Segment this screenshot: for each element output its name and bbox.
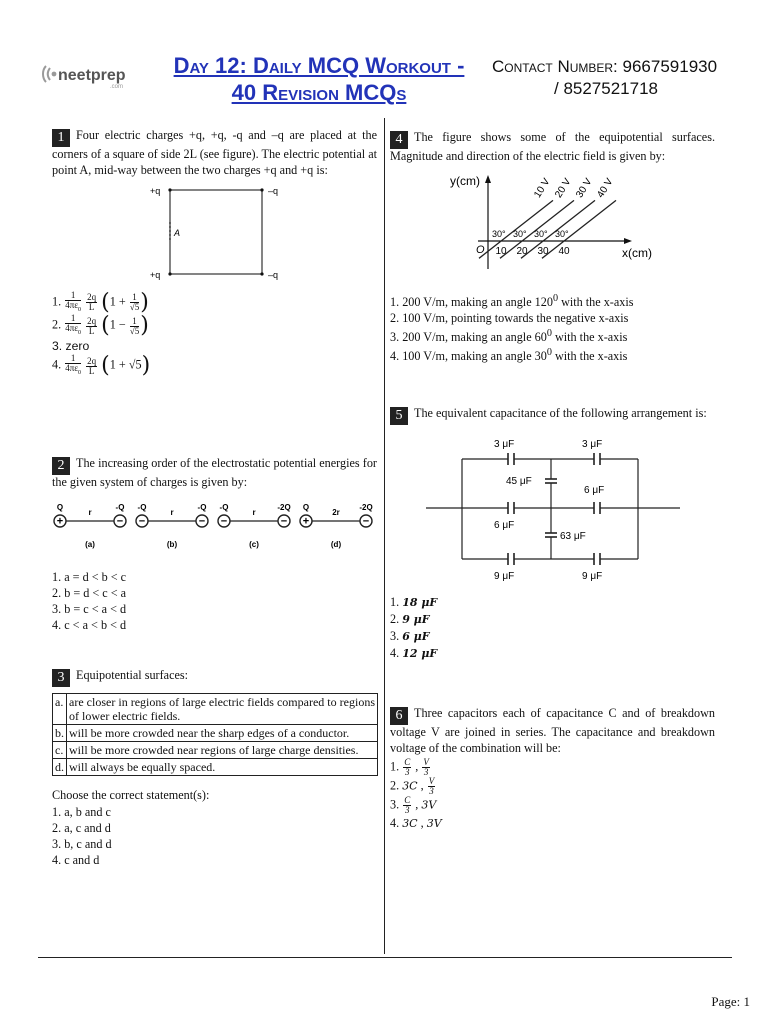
question-2-text: The increasing order of the electrostatic potential energies for the given system of charges is given by:	[52, 456, 377, 489]
q2-separation-label: r	[88, 507, 92, 517]
page-title	[150, 52, 488, 106]
q2-charge-sign: +	[56, 515, 64, 527]
q2-option-4[interactable]: 4. c < a < b < d	[52, 618, 127, 632]
question-2	[52, 456, 377, 633]
q4-tick-label: 30	[537, 245, 549, 257]
question-number-6: 6	[390, 707, 408, 725]
q2-charge-label: Q	[56, 502, 64, 512]
q4-angle-label: 30°	[555, 228, 569, 239]
question-number-4: 4	[390, 131, 408, 149]
q5-cap-63: 63 μF	[560, 531, 586, 542]
q5-cap-top-left: 3 μF	[494, 439, 515, 450]
question-4-options	[390, 291, 715, 364]
page-title-line2: 40 Revision MCQs	[231, 80, 407, 105]
q2-system-3	[218, 503, 291, 549]
q4-voltage-label: 40 V	[595, 176, 616, 200]
q3-option-3[interactable]: 3. b, c and d	[52, 836, 112, 851]
q6-option-2[interactable]: 2. 3C , $\frac{V}{3}$	[390, 776, 435, 796]
question-3-text: Equipotential surfaces:	[76, 668, 189, 682]
q2-system-tag: (a)	[85, 539, 95, 549]
q2-charge-sign: −	[362, 515, 370, 527]
question-4-figure	[390, 171, 715, 286]
q2-charge-sign: −	[138, 515, 146, 527]
question-1-options	[52, 291, 377, 378]
q4-tick-label: 10	[495, 245, 507, 257]
q2-charge-label: Q	[302, 502, 310, 512]
question-number-1: 1	[52, 129, 70, 147]
q5-option-4[interactable]: 4. 12 μF	[390, 645, 438, 660]
question-5-text: The equivalent capacitance of the following arrangement is:	[414, 406, 707, 420]
question-4	[390, 130, 715, 364]
q2-charge-label: -Q	[115, 502, 125, 512]
question-5-options	[390, 594, 715, 662]
question-1-figure	[52, 182, 377, 285]
question-1	[52, 128, 377, 378]
q2-charge-label: -2Q	[277, 502, 291, 512]
question-3-prompt: Choose the correct statement(s):	[52, 788, 210, 802]
q1-charge-tl: +q	[150, 186, 161, 196]
q5-cap-top-right: 3 μF	[582, 439, 603, 450]
q5-cap-45: 45 μF	[506, 476, 532, 487]
q1-point-a: A	[174, 228, 181, 238]
q4-angle-label: 30°	[492, 228, 506, 239]
q5-cap-bottom-right: 9 μF	[582, 571, 603, 582]
q5-option-1[interactable]: 1. 18 μF	[390, 594, 438, 609]
q2-system-2	[136, 503, 208, 549]
q1-option-3[interactable]: 3. zero	[52, 339, 90, 354]
q4-angle-label: 30°	[513, 228, 527, 239]
q2-charge-sign: −	[280, 515, 288, 527]
q2-separation-label: 2r	[332, 507, 340, 517]
logo-text: neetprep	[58, 67, 126, 84]
q5-cap-6-right: 6 μF	[584, 485, 605, 496]
neetprep-logo	[40, 62, 140, 90]
q4-option-4[interactable]: 4. 100 V/m, making an angle $30^0$ with the x-axis	[390, 347, 628, 364]
page-title-line1: Day 12: Daily MCQ Workout -	[173, 53, 465, 78]
question-3-options	[52, 804, 382, 868]
q1-charge-tr: –q	[268, 186, 279, 196]
q2-system-tag: (c)	[249, 539, 259, 549]
q3-option-4[interactable]: 4. c and d	[52, 852, 100, 867]
q5-option-3[interactable]: 3. 6 μF	[390, 628, 430, 643]
q2-separation-label: r	[170, 507, 174, 517]
q4-equipotential-line	[542, 200, 616, 258]
q2-system-4	[300, 503, 373, 549]
q6-option-1[interactable]: 1. $\frac{C}{3}$ , $\frac{V}{3}$	[390, 757, 429, 777]
contact-number-2: / 8527521718	[554, 79, 658, 98]
question-5	[390, 406, 715, 662]
question-6-text: Three capacitors each of capacitance C and of breakdown voltage V are joined in series. The capacitance and breakdown voltage of the combination will be:	[390, 706, 715, 755]
q1-option-2[interactable]: 2. $\frac{1}{4\pi\varepsilon_0}$ $\frac{2q}{L}$ (1 − $\frac{1}{√5}$ )	[52, 313, 149, 339]
q2-system-1	[54, 503, 126, 549]
question-3-table	[52, 693, 378, 776]
contact-info	[492, 56, 762, 100]
q2-charge-sign: −	[220, 515, 228, 527]
q4-tick-label: 40	[558, 245, 570, 257]
q4-ylabel: y(cm)	[450, 173, 480, 188]
q2-charge-label: -2Q	[359, 502, 373, 512]
question-6-options	[390, 758, 715, 832]
q2-system-tag: (b)	[166, 539, 178, 549]
q2-charge-label: -Q	[219, 502, 229, 512]
q4-angle-label: 30°	[534, 228, 548, 239]
contact-number-1: 9667591930	[622, 57, 718, 76]
q2-charge-sign: +	[302, 515, 310, 527]
question-5-figure	[390, 433, 715, 588]
q4-tick-label: 20	[516, 245, 528, 257]
page-number: Page: 1	[711, 994, 750, 1009]
q2-system-tag: (d)	[330, 539, 342, 549]
q1-charge-bl: +q	[150, 270, 161, 280]
question-1-text: Four electric charges +q, +q, -q and –q are placed at the corners of a square of side 2L (see figure). The electric potential at point A, mid-way between the two charges +q and +q is:	[52, 128, 377, 177]
question-4-text: The figure shows some of the equipotential surfaces. Magnitude and direction of the electric field is given by:	[390, 130, 715, 163]
q2-option-2[interactable]: 2. b = d < c < a	[52, 586, 127, 600]
table-row: c. will be more crowded near regions of large charge densities.	[53, 742, 378, 759]
q6-option-3[interactable]: 3. $\frac{C}{3}$ , 3V	[390, 795, 437, 815]
question-number-5: 5	[390, 407, 408, 425]
q5-option-2[interactable]: 2. 9 μF	[390, 611, 430, 626]
q4-option-2[interactable]: 2. 100 V/m, pointing towards the negative x-axis	[390, 311, 629, 326]
q4-voltage-label: 30 V	[574, 176, 595, 200]
q2-separation-label: r	[252, 507, 256, 517]
table-row: d. will always be equally spaced.	[53, 759, 378, 776]
logo-sub: .com	[110, 84, 124, 90]
q4-option-3[interactable]: 3. 200 V/m, making an angle $60^0$ with the x-axis	[390, 328, 628, 345]
q2-charge-label: -Q	[137, 502, 147, 512]
q4-voltage-label: 20 V	[553, 176, 574, 200]
table-row: a. are closer in regions of large electric fields compared to regions of lower electric fields.	[53, 694, 378, 725]
question-number-3: 3	[52, 669, 70, 687]
question-2-figure	[46, 497, 377, 564]
question-2-options	[52, 569, 377, 633]
logo-mark-icon	[43, 66, 56, 82]
q2-option-1[interactable]: 1. a = d < b < c	[52, 570, 127, 584]
q1-charge-br: –q	[268, 270, 279, 280]
q2-charge-sign: −	[198, 515, 206, 527]
q4-voltage-label: 10 V	[532, 176, 553, 200]
question-3	[52, 668, 382, 868]
q5-cap-bottom-left: 9 μF	[494, 571, 515, 582]
q2-charge-label: -Q	[197, 502, 207, 512]
table-row: b. will be more crowded near the sharp edges of a conductor.	[53, 725, 378, 742]
q3-option-1[interactable]: 1. a, b and c	[52, 804, 111, 819]
q6-option-4[interactable]: 4. 3C , 3V	[390, 816, 442, 830]
q1-option-1[interactable]: 1. $\frac{1}{4\pi\varepsilon_0}$ $\frac{2q}{L}$ (1 + $\frac{1}{√5}$ )	[52, 289, 149, 315]
q3-option-2[interactable]: 2. a, c and d	[52, 820, 111, 835]
footer-divider	[38, 957, 732, 958]
q2-charge-sign: −	[116, 515, 124, 527]
q4-xlabel: x(cm)	[622, 245, 652, 260]
q4-option-1[interactable]: 1. 200 V/m, making an angle $120^0$ with the x-axis	[390, 293, 634, 310]
q1-option-4[interactable]: 4. $\frac{1}{4\pi\varepsilon_0}$ $\frac{2q}{L}$ (1 + √5)	[52, 353, 151, 378]
column-divider	[384, 118, 385, 954]
question-6	[390, 706, 715, 832]
q5-cap-6-left: 6 μF	[494, 520, 515, 531]
contact-label: Contact Number:	[492, 57, 618, 76]
question-number-2: 2	[52, 457, 70, 475]
q2-option-3[interactable]: 3. b = c < a < d	[52, 602, 127, 616]
q4-origin: O	[476, 243, 485, 256]
